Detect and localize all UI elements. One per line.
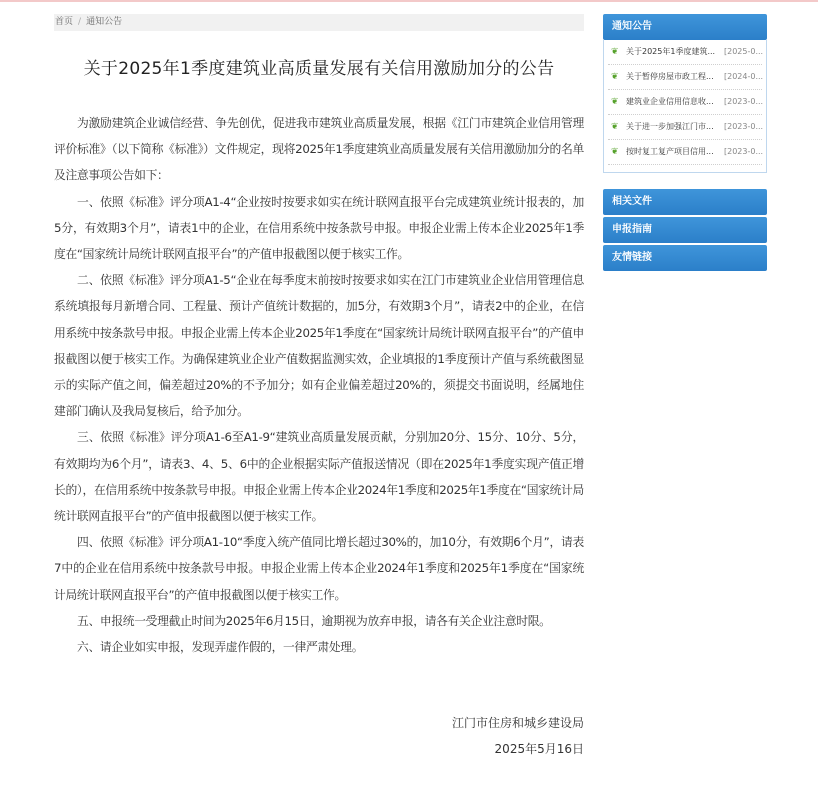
leaf-bullet-icon: ❦ — [611, 47, 619, 57]
article-body — [54, 110, 584, 660]
leaf-bullet-icon: ❦ — [611, 72, 619, 82]
article-paragraph-2: 二、依照《标准》评分项A1-5“企业在每季度末前按时按要求如实在江门市建筑业企业信用管理信息系统填报每月新增合同、工程量、预计产值统计数据的，加5分，有效期3个月”，请表2中的企业，在信用系统中按条款号申报。申报企业需上传本企业2025年1季度在“国家统计局统计联网直报平台”的产值申报截图以便于核实工作。为确保建筑业企业产值数据监测实效，企业填报的1季度预计产值与系统截图显示的实际产值之间，偏差超过20%的不予加分；如有企业偏差超过20%的，须提交书面说明，经属地住建部门确认及我局复核后，给予加分。 — [54, 273, 584, 419]
breadcrumb-separator: / — [78, 17, 82, 27]
notice-title[interactable]: 建筑业企业信用信息收... — [626, 97, 714, 106]
top-border — [0, 0, 818, 2]
signature-date: 2025年5月16日 — [494, 742, 584, 756]
notice-item[interactable] — [608, 140, 762, 165]
notice-date: [2023-0... — [724, 97, 764, 106]
related-files-link[interactable]: 相关文件 — [603, 189, 767, 215]
notice-item[interactable] — [608, 40, 762, 65]
notice-title[interactable]: 关于暂停房屋市政工程... — [626, 72, 714, 81]
notice-date: [2023-0... — [724, 147, 764, 156]
notice-date: [2025-0... — [724, 47, 764, 56]
leaf-bullet-icon: ❦ — [611, 147, 619, 157]
article-paragraph-1: 一、依照《标准》评分项A1-4“企业按时按要求如实在统计联网直报平台完成建筑业统计报表的，加5分，有效期3个月”，请表1中的企业，在信用系统中按条款号申报。申报企业需上传本企业2025年1季度在“国家统计局统计联网直报平台”的产值申报截图以便于核实工作。 — [54, 194, 584, 262]
friendly-links-link[interactable]: 友情链接 — [603, 245, 767, 271]
notice-item[interactable] — [608, 65, 762, 90]
sidebar — [603, 14, 767, 271]
notice-list — [603, 40, 767, 173]
notice-item[interactable] — [608, 90, 762, 115]
article-paragraph-5: 五、申报统一受理截止时间为2025年6月15日，逾期视为放弃申报，请各有关企业注意时限。 — [77, 613, 551, 628]
notice-date: [2023-0... — [724, 122, 764, 131]
notice-item[interactable] — [608, 115, 762, 140]
main-content — [54, 14, 584, 756]
leaf-bullet-icon: ❦ — [611, 97, 619, 107]
breadcrumb — [54, 14, 584, 31]
notice-title[interactable]: 关于2025年1季度建筑... — [626, 47, 716, 56]
breadcrumb-current[interactable]: 通知公告 — [86, 17, 123, 27]
signature-organization: 江门市住房和城乡建设局 — [451, 716, 584, 730]
article-paragraph-3: 三、依照《标准》评分项A1-6至A1-9“建筑业高质量发展贡献，分别加20分、15分、10分、5分，有效期均为6个月”，请表3、4、5、6中的企业根据实际产值报送情况（即在2025年1季度实现产值正增长的），在信用系统中按条款号申报。申报企业需上传本企业2024年1季度和2025年1季度在“国家统计局统计联网直报平台”的产值申报截图以便于核实工作。 — [54, 430, 584, 524]
article-paragraph-4: 四、依照《标准》评分项A1-10“季度入统产值同比增长超过30%的，加10分，有效期6个月”，请表7中的企业在信用系统中按条款号申报。申报企业需上传本企业2024年1季度和2025年1季度在“国家统计局统计联网直报平台”的产值申报截图以便于核实工作。 — [54, 535, 584, 602]
notice-date: [2024-0... — [724, 72, 764, 81]
notice-panel-header[interactable]: 通知公告 — [603, 14, 767, 40]
leaf-bullet-icon: ❦ — [611, 122, 619, 132]
article-paragraph-6: 六、请企业如实申报，发现弄虚作假的，一律严肃处理。 — [77, 640, 364, 655]
breadcrumb-home[interactable]: 首页 — [55, 17, 74, 27]
notice-title[interactable]: 关于进一步加强江门市... — [626, 122, 714, 131]
article-title: 关于2025年1季度建筑业高质量发展有关信用激励加分的公告 — [83, 59, 555, 79]
notice-title[interactable]: 按时复工复产项目信用... — [626, 147, 714, 156]
application-guide-link[interactable]: 申报指南 — [603, 217, 767, 243]
article-paragraph-intro: 为激励建筑企业诚信经营、争先创优，促进我市建筑业高质量发展，根据《江门市建筑企业信用管理评价标准》（以下简称《标准》）文件规定，现将2025年1季度建筑业高质量发展有关信用激励加分的名单及注意事项公告如下： — [54, 116, 584, 183]
